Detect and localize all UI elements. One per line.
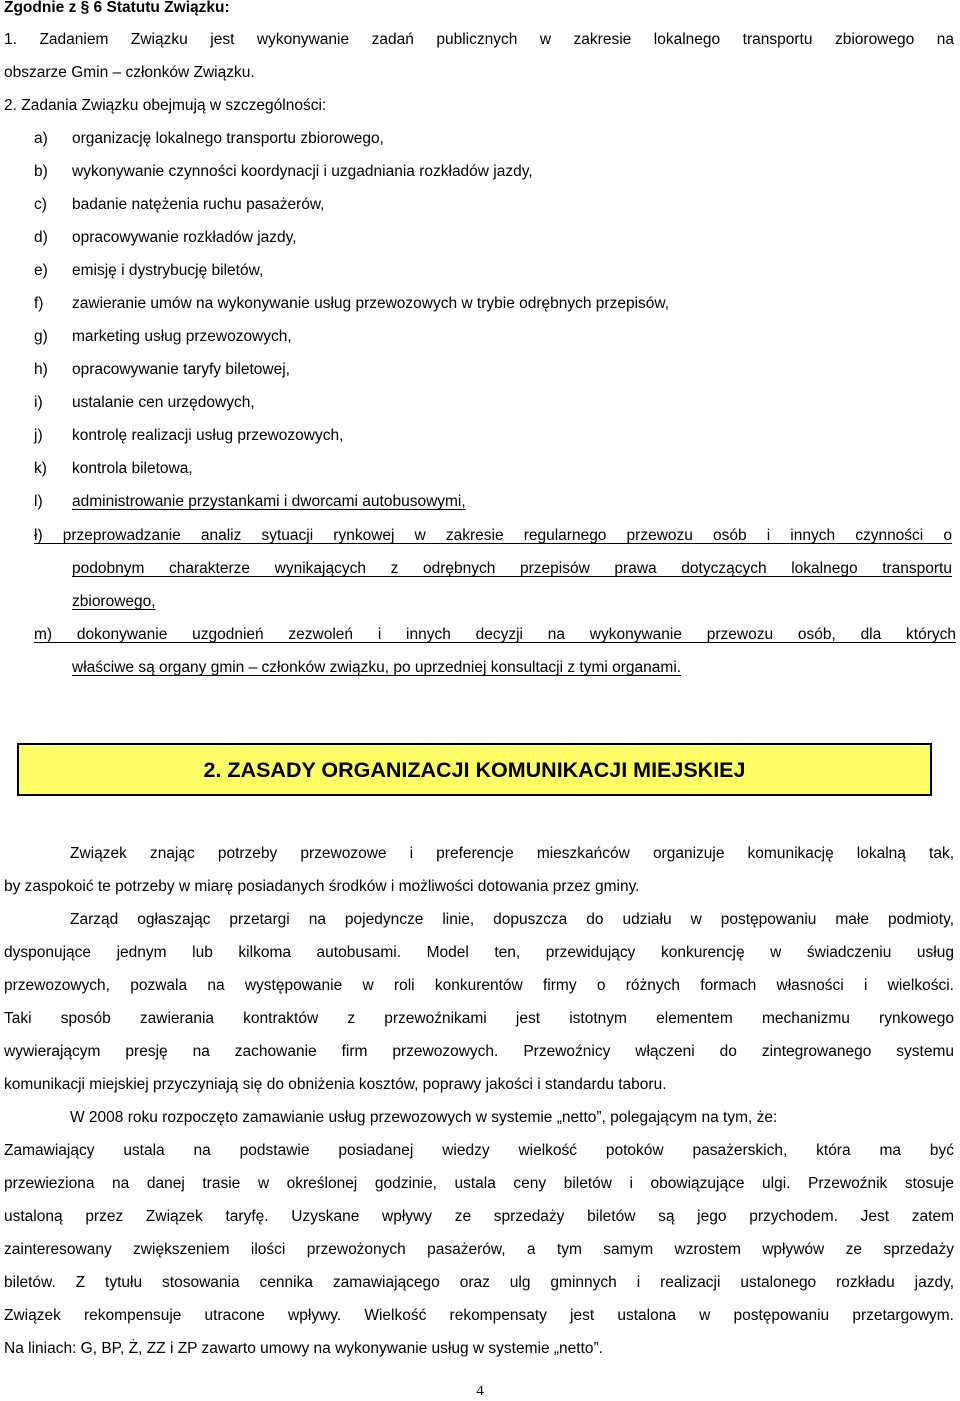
list-item-label: j) <box>34 427 43 444</box>
body-line: by zaspokoić te potrzeby w miarę posiadanych środków i możliwości dotowania przez gminy. <box>4 878 640 895</box>
list-item-label: a) <box>34 130 48 147</box>
body-line: przewozowych, pozwala na występowanie w roli konkurentów firmy o różnych formach własności i wielkości. <box>4 977 954 994</box>
body-line: przewieziona na danej trasie w określonej godzinie, ustala ceny biletów i obowiązujące ulgi. Przewoźnik stosuje <box>4 1175 954 1192</box>
list-item-label: e) <box>34 262 48 279</box>
list-item-text: ustalanie cen urzędowych, <box>72 394 255 411</box>
body-line: ustaloną przez Związek taryfę. Uzyskane wpływy ze sprzedaży biletów są jego przychodem. Jest zatem <box>4 1208 954 1225</box>
list-item-label: g) <box>34 328 48 345</box>
list-item-label: f) <box>34 295 44 312</box>
item-m-line-1: m) dokonywanie uzgodnień zezwoleń i innych decyzji na wykonywanie przewozu osób, dla których <box>34 626 956 643</box>
body-line: zainteresowany zwiększeniem ilości przewożonych pasażerów, a tym samym wzrostem wpływów ze sprzedaży <box>4 1241 954 1258</box>
list-item-text: marketing usług przewozowych, <box>72 328 292 345</box>
body-line: Taki sposób zawierania kontraktów z przewoźnikami jest istotnym elementem mechanizmu rynkowego <box>4 1010 954 1027</box>
body-line: komunikacji miejskiej przyczyniają się do obniżenia kosztów, poprawy jakości i standardu taboru. <box>4 1076 667 1093</box>
list-item-text: emisję i dystrybucję biletów, <box>72 262 264 279</box>
section-title: 2. ZASADY ORGANIZACJI KOMUNIKACJI MIEJSKIEJ <box>203 757 746 782</box>
list-item-text: badanie natężenia ruchu pasażerów, <box>72 196 325 213</box>
body-line: Na liniach: G, BP, Ż, ZZ i ZP zawarto umowy na wykonywanie usług w systemie „netto”. <box>4 1340 603 1357</box>
item-m-line-2: właściwe są organy gmin – członków związku, po uprzedniej konsultacji z tymi organami. <box>72 659 682 676</box>
body-line: W 2008 roku rozpoczęto zamawianie usług przewozowych w systemie „netto”, polegającym na tym, że: <box>70 1109 778 1126</box>
list-item-label: b) <box>34 163 48 180</box>
page-number: 4 <box>476 1383 484 1399</box>
body-line: Związek rekompensuje utracone wpływy. Wielkość rekompensaty jest ustalona w postępowaniu przetargowym. <box>4 1307 954 1324</box>
heading: Zgodnie z § 6 Statutu Związku: <box>4 0 230 16</box>
list-item-text: opracowywanie taryfy biletowej, <box>72 361 290 378</box>
body-line: biletów. Z tytułu stosowania cennika zamawiającego oraz ulg gminnych i realizacji ustalonego rozkładu jazdy, <box>4 1274 954 1291</box>
body-line: Zarząd ogłaszając przetargi na pojedyncze linie, dopuszcza do udziału w postępowaniu małe podmioty, <box>70 911 954 928</box>
list-item-text: opracowywanie rozkładów jazdy, <box>72 229 297 246</box>
item-l-stroke-line-2: podobnym charakterze wynikających z odrębnych przepisów prawa dotyczących lokalnego transportu <box>72 560 952 577</box>
point-1-line-2: obszarze Gmin – członków Związku. <box>4 64 255 81</box>
list-item-label: d) <box>34 229 48 246</box>
body-line: wywierającym presję na zachowanie firm przewozowych. Przewoźnicy włączeni do zintegrowanego systemu <box>4 1043 954 1060</box>
list-item-label: h) <box>34 361 48 378</box>
list-item-label: l) <box>34 493 43 510</box>
list-item-text: kontrola biletowa, <box>72 460 193 477</box>
list-item-text: wykonywanie czynności koordynacji i uzgadniania rozkładów jazdy, <box>72 163 533 180</box>
item-l-stroke-line-3: zbiorowego, <box>72 593 156 610</box>
body-line: Związek znając potrzeby przewozowe i preferencje mieszkańców organizuje komunikację lokalną tak, <box>70 845 954 862</box>
section-heading-box <box>17 743 932 796</box>
list-item-label: c) <box>34 196 47 213</box>
list-item-label: k) <box>34 460 47 477</box>
list-item-text: organizację lokalnego transportu zbiorowego, <box>72 130 384 147</box>
list-item-text: zawieranie umów na wykonywanie usług przewozowych w trybie odrębnych przepisów, <box>72 295 670 312</box>
list-item-text: kontrolę realizacji usług przewozowych, <box>72 427 344 444</box>
list-item-text: administrowanie przystankami i dworcami autobusowymi, <box>72 493 466 510</box>
point-1-line-1: 1. Zadaniem Związku jest wykonywanie zadań publicznych w zakresie lokalnego transportu zbiorowego na <box>4 31 954 48</box>
point-2-intro: 2. Zadania Związku obejmują w szczególności: <box>4 97 327 114</box>
body-line: Zamawiający ustala na podstawie posiadanej wiedzy wielkość potoków pasażerskich, która ma być <box>4 1142 954 1159</box>
list-item-label: i) <box>34 394 43 411</box>
body-line: dysponujące jednym lub kilkoma autobusami. Model ten, przewidujący konkurencję w świadczeniu usług <box>4 944 954 961</box>
item-l-stroke-line-1: ł) przeprowadzanie analiz sytuacji rynkowej w zakresie regularnego przewozu osób i innych czynności o <box>34 527 952 544</box>
